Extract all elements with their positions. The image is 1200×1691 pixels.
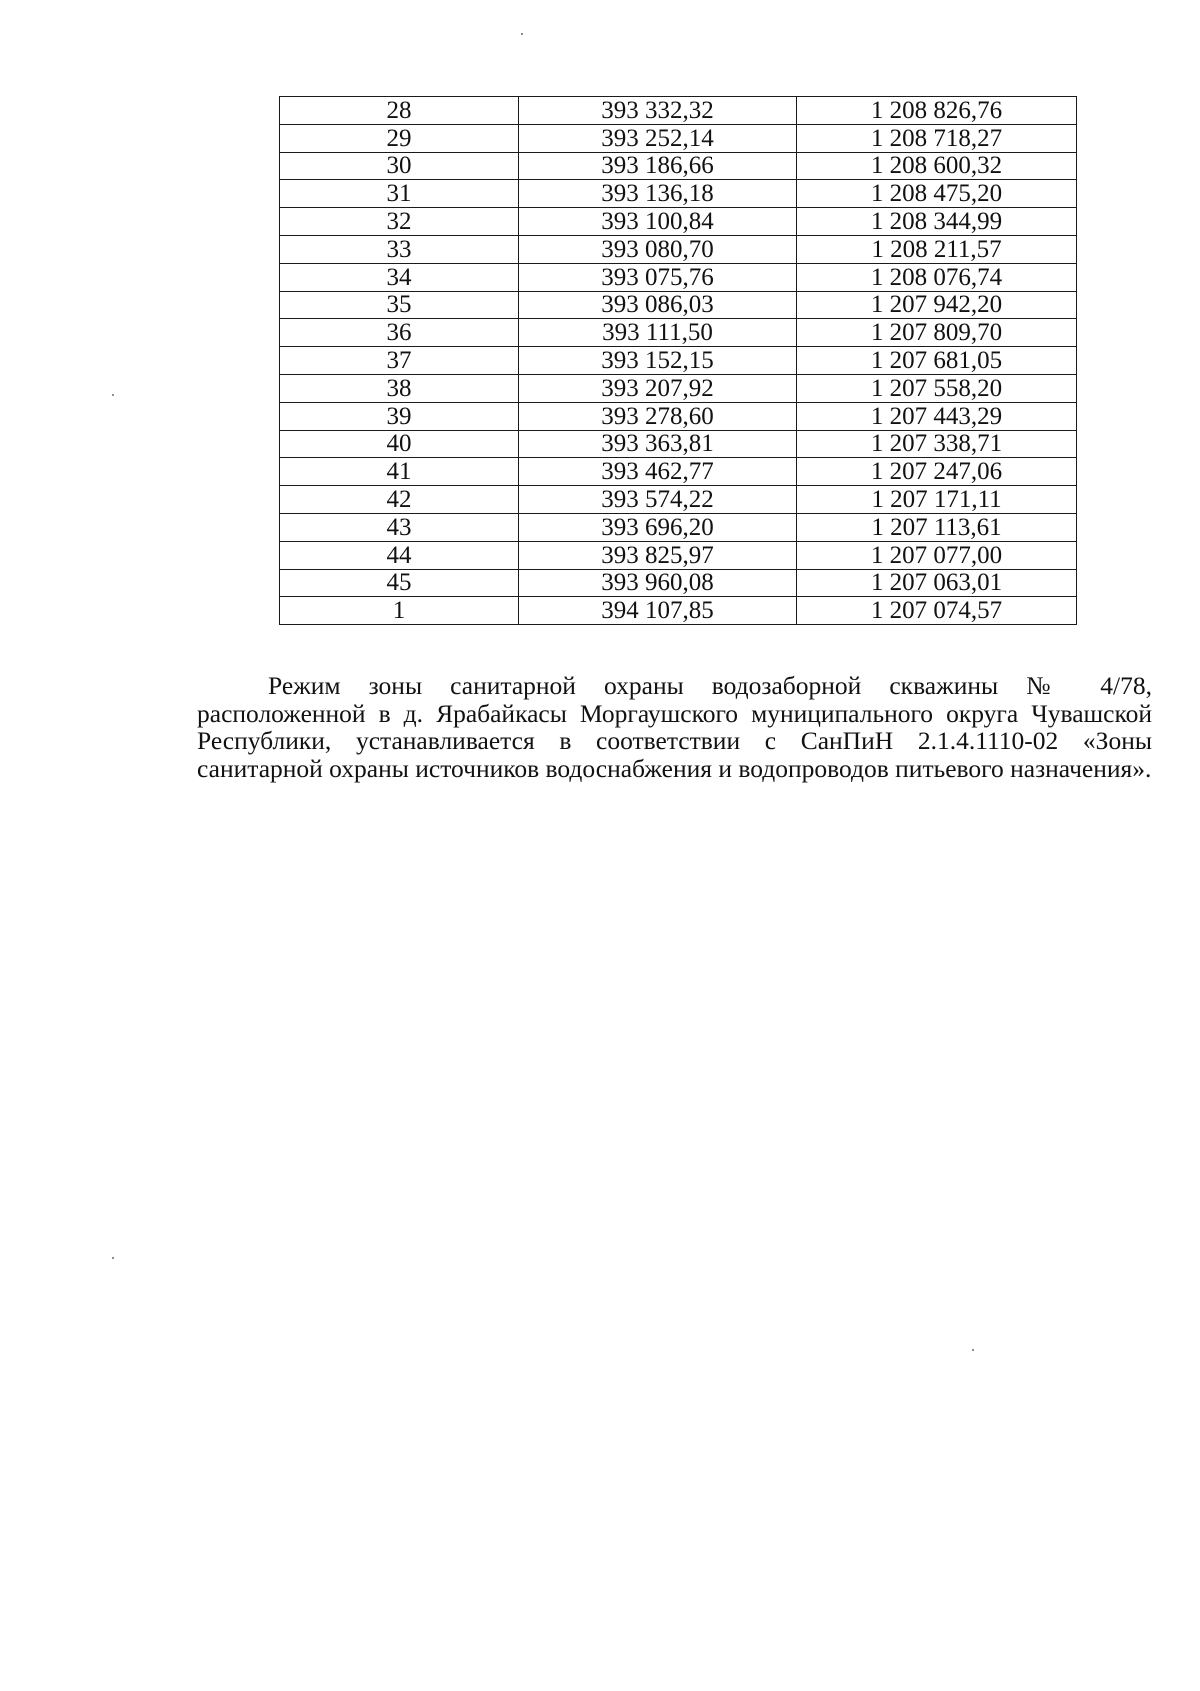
point-number-cell: 28 [280, 97, 519, 125]
x-coordinate-cell: 393 363,81 [519, 430, 797, 458]
scan-speck [521, 33, 523, 35]
table-row [280, 430, 1077, 458]
table-row [280, 541, 1077, 569]
point-number-cell: 44 [280, 541, 519, 569]
y-coordinate-cell: 1 208 718,27 [797, 124, 1077, 152]
y-coordinate-cell: 1 207 074,57 [797, 597, 1077, 625]
table-row [280, 291, 1077, 319]
point-number-cell: 45 [280, 569, 519, 597]
y-coordinate-cell: 1 207 809,70 [797, 319, 1077, 347]
y-coordinate-cell: 1 208 475,20 [797, 180, 1077, 208]
point-number-cell: 1 [280, 597, 519, 625]
x-coordinate-cell: 393 207,92 [519, 374, 797, 402]
x-coordinate-cell: 393 111,50 [519, 319, 797, 347]
scan-speck [112, 394, 114, 396]
y-coordinate-cell: 1 207 063,01 [797, 569, 1077, 597]
paragraph-first-line: Режим зоны санитарной охраны водозаборной скважины № 4/78, [268, 671, 1152, 700]
point-number-cell: 35 [280, 291, 519, 319]
table-row [280, 597, 1077, 625]
table-row [280, 347, 1077, 375]
x-coordinate-cell: 393 332,32 [519, 97, 797, 125]
y-coordinate-cell: 1 207 247,06 [797, 458, 1077, 486]
y-coordinate-cell: 1 207 077,00 [797, 541, 1077, 569]
point-number-cell: 34 [280, 263, 519, 291]
x-coordinate-cell: 393 960,08 [519, 569, 797, 597]
paragraph-body: расположенной в д. Ярабайкасы Моргаушского муниципального округа Чувашской Республики, устанавливается в соответствии с СанПиН 2.1.4.1110-02 «Зоны санитарной охраны источников водоснабжения и водопроводов питьевого назначения». [197, 698, 1152, 783]
y-coordinate-cell: 1 208 211,57 [797, 235, 1077, 263]
x-coordinate-cell: 393 136,18 [519, 180, 797, 208]
x-coordinate-cell: 393 574,22 [519, 486, 797, 514]
y-coordinate-cell: 1 207 681,05 [797, 347, 1077, 375]
point-number-cell: 39 [280, 402, 519, 430]
point-number-cell: 40 [280, 430, 519, 458]
y-coordinate-cell: 1 208 600,32 [797, 152, 1077, 180]
sanitary-zone-paragraph [197, 672, 1152, 782]
point-number-cell: 37 [280, 347, 519, 375]
x-coordinate-cell: 393 086,03 [519, 291, 797, 319]
table-row [280, 97, 1077, 125]
coordinates-table-body [280, 97, 1077, 625]
table-row [280, 180, 1077, 208]
x-coordinate-cell: 393 100,84 [519, 208, 797, 236]
y-coordinate-cell: 1 208 344,99 [797, 208, 1077, 236]
table-row [280, 152, 1077, 180]
y-coordinate-cell: 1 207 171,11 [797, 486, 1077, 514]
table-row [280, 208, 1077, 236]
scan-speck [112, 1257, 114, 1259]
table-row [280, 374, 1077, 402]
point-number-cell: 29 [280, 124, 519, 152]
y-coordinate-cell: 1 208 826,76 [797, 97, 1077, 125]
point-number-cell: 38 [280, 374, 519, 402]
x-coordinate-cell: 393 075,76 [519, 263, 797, 291]
point-number-cell: 43 [280, 513, 519, 541]
point-number-cell: 33 [280, 235, 519, 263]
y-coordinate-cell: 1 207 443,29 [797, 402, 1077, 430]
y-coordinate-cell: 1 207 113,61 [797, 513, 1077, 541]
table-row [280, 513, 1077, 541]
x-coordinate-cell: 394 107,85 [519, 597, 797, 625]
point-number-cell: 42 [280, 486, 519, 514]
point-number-cell: 32 [280, 208, 519, 236]
point-number-cell: 30 [280, 152, 519, 180]
table-row [280, 486, 1077, 514]
table-row [280, 263, 1077, 291]
x-coordinate-cell: 393 462,77 [519, 458, 797, 486]
y-coordinate-cell: 1 207 338,71 [797, 430, 1077, 458]
x-coordinate-cell: 393 252,14 [519, 124, 797, 152]
y-coordinate-cell: 1 208 076,74 [797, 263, 1077, 291]
scan-speck [972, 1349, 974, 1351]
x-coordinate-cell: 393 152,15 [519, 347, 797, 375]
y-coordinate-cell: 1 207 558,20 [797, 374, 1077, 402]
y-coordinate-cell: 1 207 942,20 [797, 291, 1077, 319]
table-row [280, 124, 1077, 152]
x-coordinate-cell: 393 278,60 [519, 402, 797, 430]
point-number-cell: 31 [280, 180, 519, 208]
coordinates-table [279, 96, 1077, 625]
table-row [280, 402, 1077, 430]
table-row [280, 235, 1077, 263]
point-number-cell: 41 [280, 458, 519, 486]
table-row [280, 458, 1077, 486]
point-number-cell: 36 [280, 319, 519, 347]
x-coordinate-cell: 393 186,66 [519, 152, 797, 180]
x-coordinate-cell: 393 080,70 [519, 235, 797, 263]
table-row [280, 319, 1077, 347]
x-coordinate-cell: 393 696,20 [519, 513, 797, 541]
table-row [280, 569, 1077, 597]
x-coordinate-cell: 393 825,97 [519, 541, 797, 569]
